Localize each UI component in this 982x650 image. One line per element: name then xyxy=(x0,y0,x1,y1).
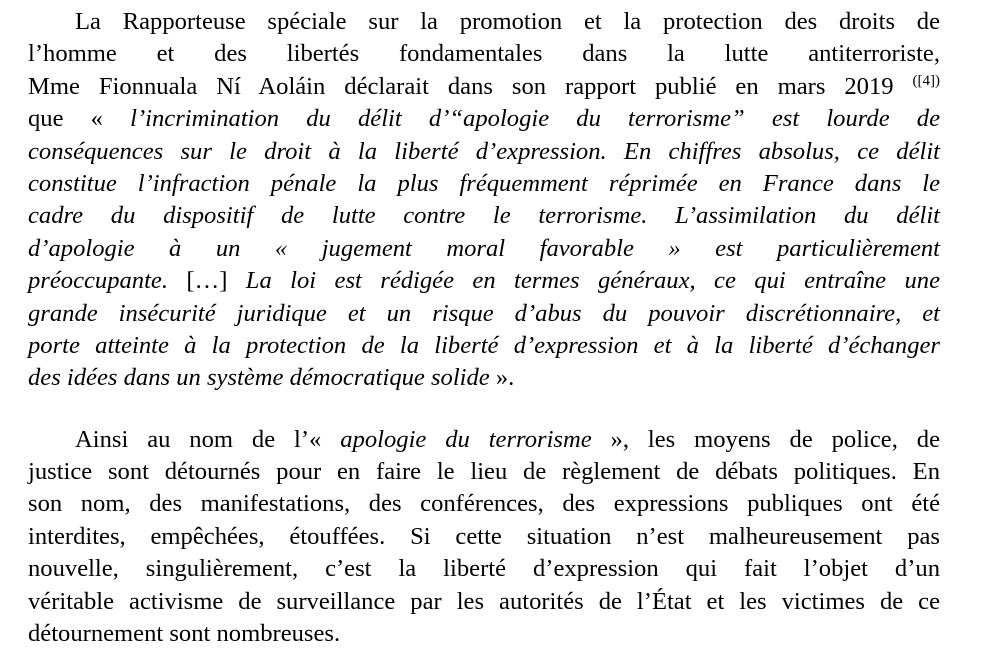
footnote-reference[interactable]: ([4]) xyxy=(912,72,940,89)
text-run: que « xyxy=(28,105,131,133)
text-run: Mme Fionnuala Ní Aoláin déclarait dans son rapport publié en mars 2019 xyxy=(28,72,913,100)
text-line xyxy=(28,298,940,330)
text-run: », les moyens de police, de xyxy=(591,425,940,453)
quote-text: porte atteinte à la protection de la liberté d’expression et à la liberté d’échanger xyxy=(28,331,940,359)
text-run: nouvelle, singulièrement, c’est la liberté d’expression qui fait l’objet d’un xyxy=(28,555,940,583)
text-run: La Rapporteuse spéciale sur la promotion et la protection des droits de xyxy=(75,8,940,35)
text-line xyxy=(28,424,940,456)
document-body xyxy=(28,6,940,650)
text-run: interdites, empêchées, étouffées. Si cette situation n’est malheureusement pas xyxy=(28,522,940,550)
text-run: ». xyxy=(489,364,515,392)
quote-text: La loi est rédigée en termes généraux, ce qui entraîne une xyxy=(227,267,940,295)
quote-text: apologie du terrorisme xyxy=(340,425,592,453)
paragraph-rapporteuse xyxy=(28,6,940,395)
quote-text: constitue l’infraction pénale la plus fréquemment réprimée en France dans le xyxy=(28,169,940,197)
text-line xyxy=(28,6,940,38)
text-line xyxy=(28,586,940,618)
text-line xyxy=(28,456,940,488)
quote-text: des idées dans un système démocratique solide xyxy=(28,364,490,392)
text-line xyxy=(28,38,940,70)
text-line xyxy=(28,553,940,585)
text-run: détournement sont nombreuses. xyxy=(28,620,341,648)
ellipsis-marker: […] xyxy=(186,267,228,295)
text-line xyxy=(28,233,940,265)
text-line xyxy=(28,136,940,168)
quote-text: l’incrimination du délit d’“apologie du terrorisme” est lourde de xyxy=(130,105,941,133)
text-line xyxy=(28,488,940,520)
text-run: l’homme et des libertés fondamentales dans la lutte antiterroriste, xyxy=(28,40,940,68)
text-line xyxy=(28,521,940,553)
text-line xyxy=(28,362,940,394)
paragraph-spacing xyxy=(28,395,940,424)
text-line xyxy=(28,618,940,650)
text-line xyxy=(28,200,940,232)
quote-text: conséquences sur le droit à la liberté d’expression. En chiffres absolus, ce délit xyxy=(28,137,940,165)
quote-text: préoccupante. xyxy=(28,267,187,295)
text-line xyxy=(28,330,940,362)
text-run: justice sont détournés pour en faire le lieu de règlement de débats politiques. En xyxy=(28,458,940,486)
quote-text: grande insécurité juridique et un risque d’abus du pouvoir discrétionnaire, et xyxy=(28,299,940,327)
text-run: son nom, des manifestations, des conférences, des expressions publiques ont été xyxy=(28,490,940,518)
paragraph-ainsi xyxy=(28,424,940,650)
quote-text: d’apologie à un « jugement moral favorable » est particulièrement xyxy=(28,234,940,262)
text-line xyxy=(28,71,940,103)
text-line xyxy=(28,103,940,135)
quote-text: cadre du dispositif de lutte contre le terrorisme. L’assimilation du délit xyxy=(28,202,940,230)
text-run: Ainsi au nom de l’« xyxy=(75,425,341,453)
text-run: véritable activisme de surveillance par les autorités de l’État et les victimes de ce xyxy=(28,587,940,615)
text-line xyxy=(28,265,940,297)
text-line xyxy=(28,168,940,200)
